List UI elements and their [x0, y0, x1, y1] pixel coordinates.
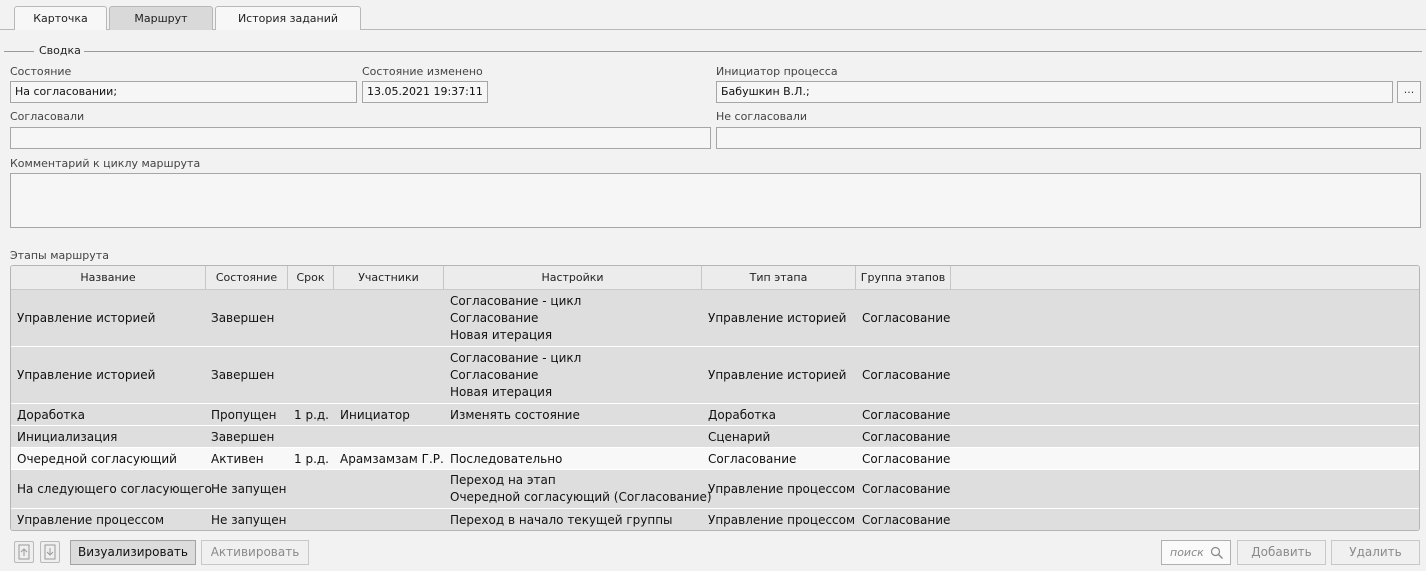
summary-frame-line	[84, 51, 1422, 52]
summary-frame-line	[4, 51, 34, 52]
not-approved-label: Не согласовали	[716, 110, 808, 123]
cell-settings: Изменять состояние	[450, 407, 580, 422]
table-row[interactable]	[11, 404, 1419, 426]
tab-strip-border	[0, 29, 1426, 30]
cell-term: 1 р.д.	[294, 451, 329, 466]
cell-name: Инициализация	[17, 429, 118, 444]
move-down-icon	[41, 542, 59, 562]
cell-term	[288, 509, 294, 530]
search-input[interactable]	[1161, 540, 1231, 565]
cell-term	[288, 426, 294, 447]
setting-line: Новая итерация	[450, 327, 553, 342]
cell-type: Управление историей	[708, 311, 847, 325]
tab-card[interactable]: Карточка	[14, 6, 107, 30]
cell-name: Управление процессом	[17, 512, 165, 527]
setting-line: Переход на этап	[450, 473, 556, 487]
cell-term	[288, 470, 294, 508]
cell-settings: Переход в начало текущей группы	[450, 512, 673, 527]
column-header-state[interactable]: Состояние	[206, 266, 288, 290]
tab-task-history[interactable]: История заданий	[215, 6, 361, 30]
cell-participants	[334, 290, 340, 346]
setting-line: Очередной согласующий (Согласование)	[450, 490, 712, 504]
column-header-name[interactable]: Название	[11, 266, 206, 290]
cell-term: 1 р.д.	[294, 407, 329, 422]
initiator-browse-button[interactable]: ...	[1397, 81, 1421, 103]
column-header-type[interactable]: Тип этапа	[702, 266, 856, 290]
cell-participants: Арамзамзам Г.Р.	[340, 451, 444, 466]
cell-state: Не запущен	[211, 482, 287, 496]
cell-type: Согласование	[708, 451, 797, 466]
move-down-button[interactable]	[40, 541, 60, 563]
not-approved-field[interactable]	[716, 127, 1421, 149]
cell-settings: Последовательно	[450, 451, 563, 466]
state-label: Состояние	[10, 65, 72, 78]
cell-participants: Инициатор	[340, 407, 410, 422]
cell-term	[288, 347, 294, 403]
cell-participants	[334, 509, 340, 530]
setting-line: Согласование - цикл	[450, 350, 582, 365]
cell-state: Не запущен	[211, 512, 287, 527]
state-changed-label: Состояние изменено	[362, 65, 483, 78]
cell-type: Доработка	[708, 407, 777, 422]
search-icon	[1210, 546, 1224, 560]
cell-state: Завершен	[211, 311, 275, 325]
cell-type: Управление процессом	[708, 512, 856, 527]
setting-line: Согласование - цикл	[450, 293, 582, 308]
cell-settings	[444, 470, 712, 508]
cell-name: Управление историей	[17, 311, 156, 325]
visualize-button[interactable]: Визуализировать	[70, 540, 196, 565]
add-button[interactable]: Добавить	[1237, 540, 1326, 565]
cell-group: Согласование	[862, 429, 951, 444]
cell-name: Очередной согласующий	[17, 451, 177, 466]
move-up-icon	[15, 542, 33, 562]
cell-name: Доработка	[17, 407, 86, 422]
table-row[interactable]	[11, 426, 1419, 448]
stages-label: Этапы маршрута	[10, 249, 109, 262]
table-row[interactable]	[11, 509, 1419, 531]
initiator-field[interactable]: Бабушкин В.Л.;	[716, 81, 1393, 103]
state-field[interactable]: На согласовании;	[10, 81, 357, 103]
bottom-toolbar	[0, 538, 1426, 568]
search-placeholder: поиск	[1170, 546, 1204, 559]
cell-state: Завершен	[211, 429, 275, 444]
setting-line: Новая итерация	[450, 384, 553, 399]
cell-group: Согласование	[862, 368, 951, 382]
cell-type: Сценарий	[708, 429, 771, 444]
cell-group: Согласование	[862, 311, 951, 325]
initiator-label: Инициатор процесса	[716, 65, 838, 78]
comment-label: Комментарий к циклу маршрута	[10, 157, 201, 170]
summary-legend: Сводка	[39, 44, 81, 57]
cell-participants	[334, 470, 340, 508]
column-header-group[interactable]: Группа этапов	[856, 266, 951, 290]
table-row[interactable]	[11, 470, 1419, 509]
cell-state: Пропущен	[211, 407, 277, 422]
cell-group: Согласование	[862, 451, 951, 466]
approved-field[interactable]	[10, 127, 711, 149]
state-changed-field[interactable]: 13.05.2021 19:37:11	[362, 81, 488, 103]
column-header-term[interactable]: Срок	[288, 266, 334, 290]
cell-group: Согласование	[862, 407, 951, 422]
cell-group: Согласование	[862, 482, 951, 496]
tab-route[interactable]: Маршрут	[109, 6, 213, 30]
table-header	[11, 266, 1419, 290]
activate-button[interactable]: Активировать	[201, 540, 309, 565]
cell-name: На следующего согласующего	[17, 482, 212, 496]
table-row-active[interactable]	[11, 448, 1419, 470]
cell-type: Управление процессом	[708, 482, 856, 496]
setting-line: Согласование	[450, 367, 539, 382]
cell-settings	[444, 290, 581, 346]
table-row[interactable]	[11, 347, 1419, 404]
column-header-participants[interactable]: Участники	[334, 266, 444, 290]
comment-field[interactable]	[10, 173, 1421, 228]
cell-participants	[334, 347, 340, 403]
delete-button[interactable]: Удалить	[1331, 540, 1420, 565]
cell-term	[288, 290, 294, 346]
cell-state: Активен	[211, 451, 264, 466]
cell-type: Управление историей	[708, 368, 847, 382]
cell-settings	[444, 426, 450, 447]
table-row[interactable]	[11, 290, 1419, 347]
cell-name: Управление историей	[17, 368, 156, 382]
cell-participants	[334, 426, 340, 447]
cell-state: Завершен	[211, 368, 275, 382]
move-up-button[interactable]	[14, 541, 34, 563]
cell-settings	[444, 347, 581, 403]
stages-table	[10, 265, 1420, 531]
column-header-settings[interactable]: Настройки	[444, 266, 702, 290]
cell-group: Согласование	[862, 512, 951, 527]
setting-line: Согласование	[450, 310, 539, 325]
approved-label: Согласовали	[10, 110, 85, 123]
